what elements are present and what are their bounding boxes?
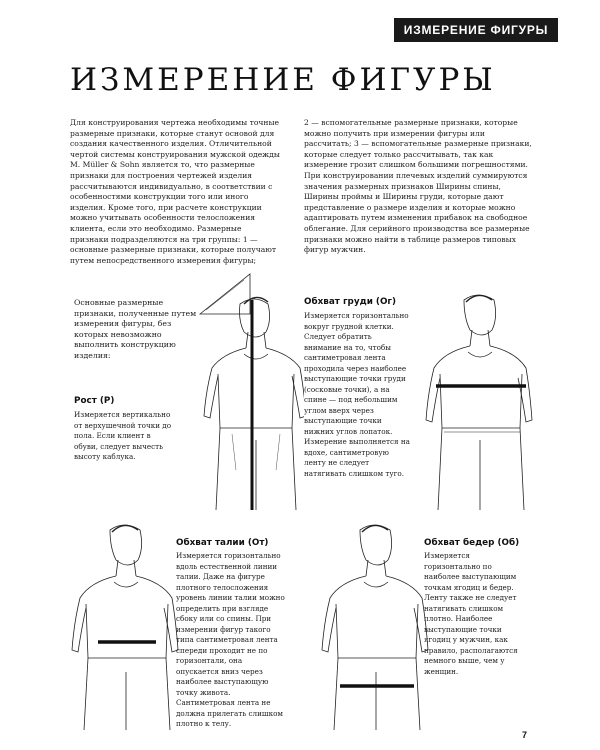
hips-title: Обхват бедер (Об) <box>424 538 520 548</box>
chest-description: Измеряется горизонтально вокруг грудной клетки. Следует обратить внимание на то, чтобы сантиметровая лента проходила через наиболее выступающие точки груди (сосковые точки), а на спине — под небольшим углом вверх через выступающие точки нижних углов лопаток. Измерение выполняется на вдохе, сантиметровую ленту не следует натягивать слишком туго. <box>304 311 410 478</box>
left-column-paragraph: Для конструирования чертежа необходимы точные размерные признаки, которые станут основой для создания качественного изделия. Отличительной чертой системы конструирования мужской одежды M. Müller & Sohn является то, что размерные признаки для построения чертежей изделия рассчитываются индивидуально, в соответствии с особенностями конструкции того или иного изделия. Кроме того, при расчете конструкции можно учитывать особенности телосложения клиента, если это необходимо. Размерные признаки подразделяются на три группы: 1 — основные размерные признаки, которые получают путем непосредственного измерения фигуры; <box>70 118 280 265</box>
height-description: Измеряется вертикально от верхушечной точки до пола. Если клиент в обуви, следует вычесть высоту каблука. <box>74 410 172 461</box>
intro-text-right-column <box>304 118 534 256</box>
right-column-paragraph: 2 — вспомогательные размерные признаки, которые можно получить при измерении фигуры или рассчитать; 3 — вспомогательные размерные признаки, которые следует только рассчитывать, так как измерение грозит слишком большими погрешностями. При конструировании плечевых изделий суммируются значения размерных признаков Ширины спины, Ширины проймы и Ширины груди, которые дают представление о размере изделия и которые можно адаптировать путем изменения прибавок на свободное облегание. Для серийного производства все размерные признаки можно найти в таблице размеров типовых фигур мужчин. <box>304 118 532 255</box>
hips-description: Измеряется горизонтально по наиболее выступающим точкам ягодиц и бедер. Ленту также не следует натягивать слишком плотно. Наиболее выступающие точки ягодиц у мужчин, как правило, располагаются немного выше, чем у женщин. <box>424 551 518 676</box>
waist-title: Обхват талии (От) <box>176 538 269 548</box>
chest-title: Обхват груди (Ог) <box>304 297 397 307</box>
figure-chest-measurement <box>422 292 542 510</box>
intro-text-left-column <box>70 118 280 266</box>
page-number: 7 <box>521 730 527 740</box>
height-title: Рост (Р) <box>74 396 115 406</box>
section-header-tab: ИЗМЕРЕНИЕ ФИГУРЫ <box>394 18 558 42</box>
page-title: ИЗМЕРЕНИЕ ФИГУРЫ <box>70 62 496 98</box>
measurements-intro: Основные размерные признаки, полученные путем измерения фигуры, без которых невозможно выполнить конструкцию изделия: <box>74 298 197 360</box>
figure-height-measurement <box>184 270 304 510</box>
figure-waist-measurement <box>68 522 186 730</box>
figure-hips-measurement <box>318 522 436 730</box>
waist-description: Измеряется горизонтально вдоль естественной линии талии. Даже на фигуре плотного телосложения уровень линии талии можно определить при взгляде сбоку или со спины. При измерении фигур такого типа сантиметровая лента спереди проходит не по горизонтали, она опускается вниз через наиболее выступающую точку живота. Сантиметровая лента не должна прилегать слишком плотно к телу. <box>176 551 285 728</box>
